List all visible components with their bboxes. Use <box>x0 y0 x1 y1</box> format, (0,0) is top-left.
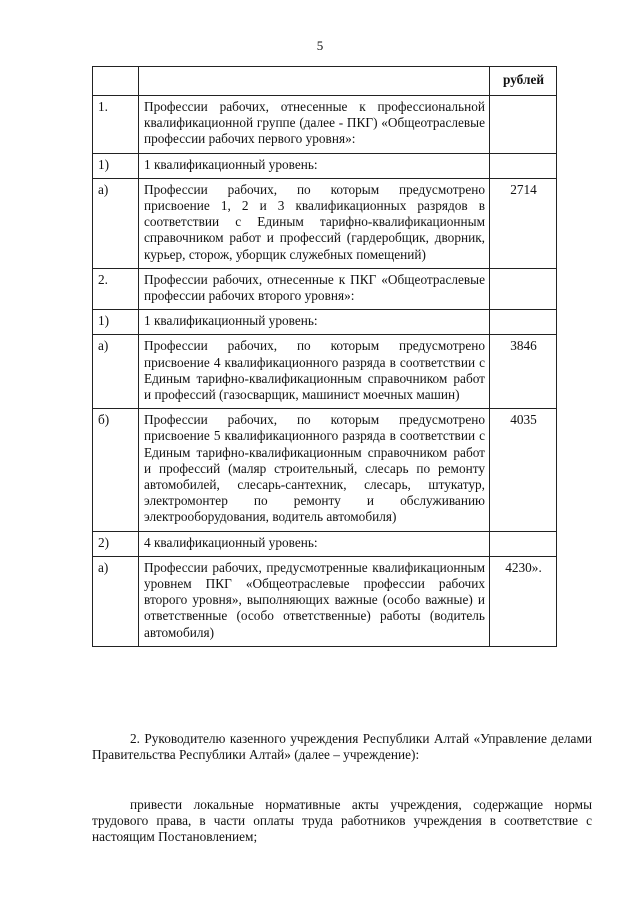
row-description: Профессии рабочих, предусмотренные квалификационным уровнем ПКГ «Общеотраслевые профессии рабочих второго уровня», выполняющих важные (особо важные) и ответственные (особо ответственные) работы (водитель автомобиля) <box>139 556 490 646</box>
row-value <box>490 153 557 178</box>
table-row <box>93 556 557 646</box>
paragraph-2: 2. Руководителю казенного учреждения Республики Алтай «Управление делами Правительства Республики Алтай» (далее – учреждение): <box>92 731 592 763</box>
page-number: 5 <box>316 38 324 53</box>
row-number: 1) <box>93 153 139 178</box>
row-number: б) <box>93 409 139 531</box>
currency-unit-label: рублей <box>502 72 545 87</box>
row-number: 1) <box>93 310 139 335</box>
row-value: 3846 <box>490 335 557 409</box>
header-desc-cell <box>139 67 490 96</box>
row-value <box>490 268 557 309</box>
table-row <box>93 96 557 154</box>
row-value <box>490 96 557 154</box>
table-row <box>93 310 557 335</box>
table-row <box>93 409 557 531</box>
row-description: 4 квалификационный уровень: <box>139 531 490 556</box>
row-value: 4035 <box>490 409 557 531</box>
table-row <box>93 531 557 556</box>
row-number: 1. <box>93 96 139 154</box>
row-value <box>490 531 557 556</box>
row-value: 4230». <box>490 556 557 646</box>
header-unit-cell <box>490 67 557 96</box>
row-description: Профессии рабочих, по которым предусмотрено присвоение 4 квалификационного разряда в соответствии с Единым тарифно-квалификационным справочником работ и профессий (газосварщик, машинист моечных машин) <box>139 335 490 409</box>
table-row <box>93 335 557 409</box>
table-row <box>93 153 557 178</box>
table-header-row <box>93 67 557 96</box>
row-description: 1 квалификационный уровень: <box>139 153 490 178</box>
table-row <box>93 268 557 309</box>
row-value: 2714 <box>490 178 557 268</box>
table-row <box>93 178 557 268</box>
row-description: 1 квалификационный уровень: <box>139 310 490 335</box>
header-num-cell <box>93 67 139 96</box>
row-description: Профессии рабочих, отнесенные к профессиональной квалификационной группе (далее - ПКГ) «Общеотраслевые профессии рабочих первого уровня»: <box>139 96 490 154</box>
row-number: 2. <box>93 268 139 309</box>
row-value <box>490 310 557 335</box>
paragraph-3: привести локальные нормативные акты учреждения, содержащие нормы трудового права, в части оплаты труда работников учреждения в соответствие с настоящим Постановлением; <box>92 797 592 845</box>
row-number: 2) <box>93 531 139 556</box>
row-number: а) <box>93 556 139 646</box>
row-number: а) <box>93 178 139 268</box>
row-description: Профессии рабочих, по которым предусмотрено присвоение 5 квалификационного разряда в соответствии с Единым тарифно-квалификационным справочником работ и профессий (маляр строительный, слесарь по ремонту автомобилей, слесарь-сантехник, слесарь, штукатур, электромонтер по ремонту и обслуживанию электрооборудования, водитель автомобиля) <box>139 409 490 531</box>
row-description: Профессии рабочих, по которым предусмотрено присвоение 1, 2 и 3 квалификационных разрядов в соответствии с Единым тарифно-квалификационным справочником работ и профессий (гардеробщик, дворник, курьер, сторож, уборщик служебных помещений) <box>139 178 490 268</box>
row-description: Профессии рабочих, отнесенные к ПКГ «Общеотраслевые профессии рабочих второго уровня»: <box>139 268 490 309</box>
salary-table <box>92 66 557 647</box>
row-number: а) <box>93 335 139 409</box>
